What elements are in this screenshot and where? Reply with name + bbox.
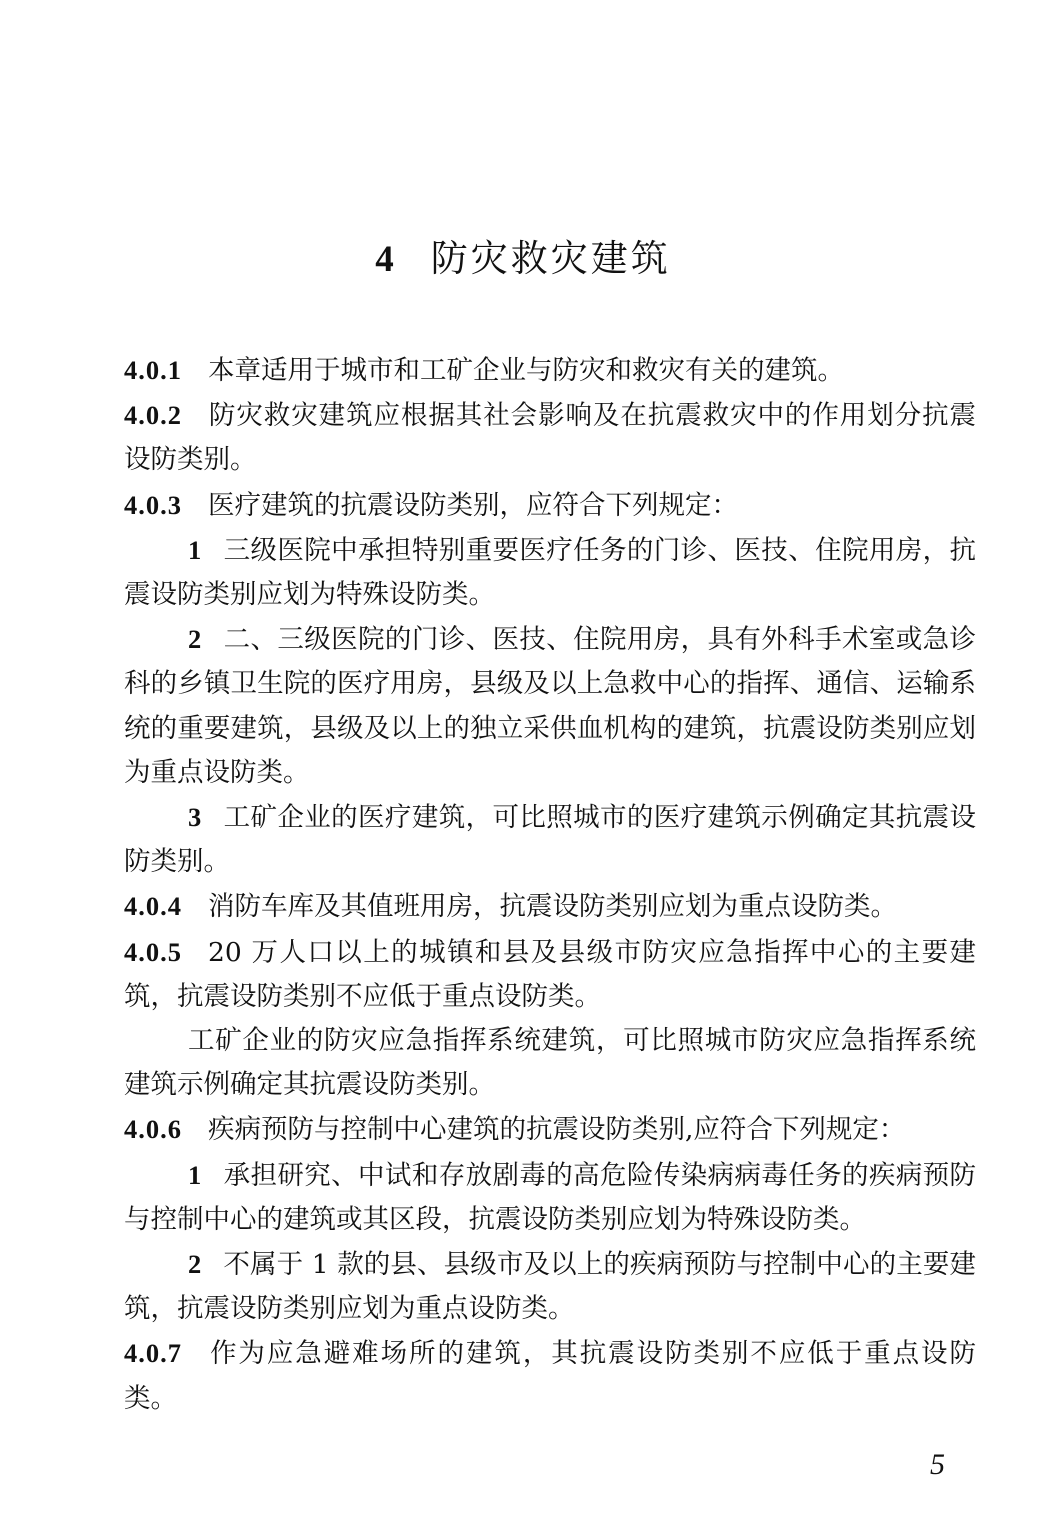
clause-4-0-7 [124, 1331, 976, 1420]
item-number: 2 [188, 1249, 202, 1280]
clause-number: 4.0.2 [124, 400, 182, 431]
clause-number: 4.0.5 [124, 936, 182, 967]
clause-4-0-4 [124, 884, 976, 929]
item-number: 1 [188, 534, 202, 565]
clause-text: 本章适用于城市和工矿企业与防灾和救灾有关的建筑。 [208, 355, 844, 386]
clause-4-0-3-item-3 [124, 795, 976, 884]
clause-number: 4.0.7 [124, 1338, 182, 1369]
clause-number: 4.0.6 [124, 1114, 182, 1145]
clause-4-0-3 [124, 483, 976, 528]
item-number: 2 [188, 624, 202, 655]
page-number: 5 [930, 1448, 945, 1481]
clause-4-0-3-item-2 [124, 617, 976, 795]
clause-4-0-3-item-1 [124, 528, 976, 617]
item-text: 承担研究、中试和存放剧毒的高危险传染病病毒任务的疾病预防与控制中心的建筑或其区段，抗震设防类别应划为特殊设防类。 [124, 1159, 976, 1235]
clause-number: 4.0.1 [124, 355, 182, 385]
clause-4-0-6 [124, 1107, 976, 1152]
item-text: 三级医院中承担特别重要医疗任务的门诊、医技、住院用房，抗震设防类别应划为特殊设防类。 [124, 534, 976, 611]
clause-text: 疾病预防与控制中心建筑的抗震设防类别,应符合下列规定： [208, 1114, 906, 1146]
clause-4-0-2 [124, 393, 976, 482]
item-text: 二、三级医院的门诊、医技、住院用房，具有外科手术室或急诊科的乡镇卫生院的医疗用房，县级及以上急救中心的指挥、通信、运输系统的重要建筑，县级及以上的独立采供血机构的建筑，抗震设防类别应划为重点设防类。 [124, 624, 976, 788]
clause-text: 20 万人口以上的城镇和县及县级市防灾应急指挥中心的主要建筑，抗震设防类别不应低于重点设防类。 [124, 936, 976, 1012]
clause-text: 作为应急避难场所的建筑，其抗震设防类别不应低于重点设防类。 [124, 1338, 976, 1414]
chapter-title: 防灾救灾建筑 [430, 237, 671, 280]
clause-4-0-5-supplement: 工矿企业的防灾应急指挥系统建筑，可比照城市防灾应急指挥系统建筑示例确定其抗震设防类别。 [124, 1025, 976, 1101]
item-number: 3 [188, 802, 202, 833]
clause-4-0-5 [124, 930, 976, 1019]
clause-text: 防灾救灾建筑应根据其社会影响及在抗震救灾中的作用划分抗震设防类别。 [124, 400, 976, 476]
clause-text: 医疗建筑的抗震设防类别，应符合下列规定： [208, 489, 738, 521]
chapter-heading [0, 232, 1046, 287]
clause-4-0-6-item-1 [124, 1153, 976, 1242]
item-number: 1 [188, 1159, 202, 1190]
chapter-body [124, 348, 976, 1421]
clause-number: 4.0.4 [124, 891, 182, 922]
clause-4-0-6-item-2 [124, 1242, 976, 1331]
clause-number: 4.0.3 [124, 489, 182, 520]
clause-4-0-1 [124, 348, 976, 393]
clause-text: 消防车库及其值班用房，抗震设防类别应划为重点设防类。 [208, 891, 897, 923]
item-text: 不属于 1 款的县、县级市及以上的疾病预防与控制中心的主要建筑，抗震设防类别应划为重点设防类。 [124, 1249, 976, 1325]
item-text: 工矿企业的医疗建筑，可比照城市的医疗建筑示例确定其抗震设防类别。 [124, 802, 976, 878]
chapter-number: 4 [375, 239, 397, 280]
